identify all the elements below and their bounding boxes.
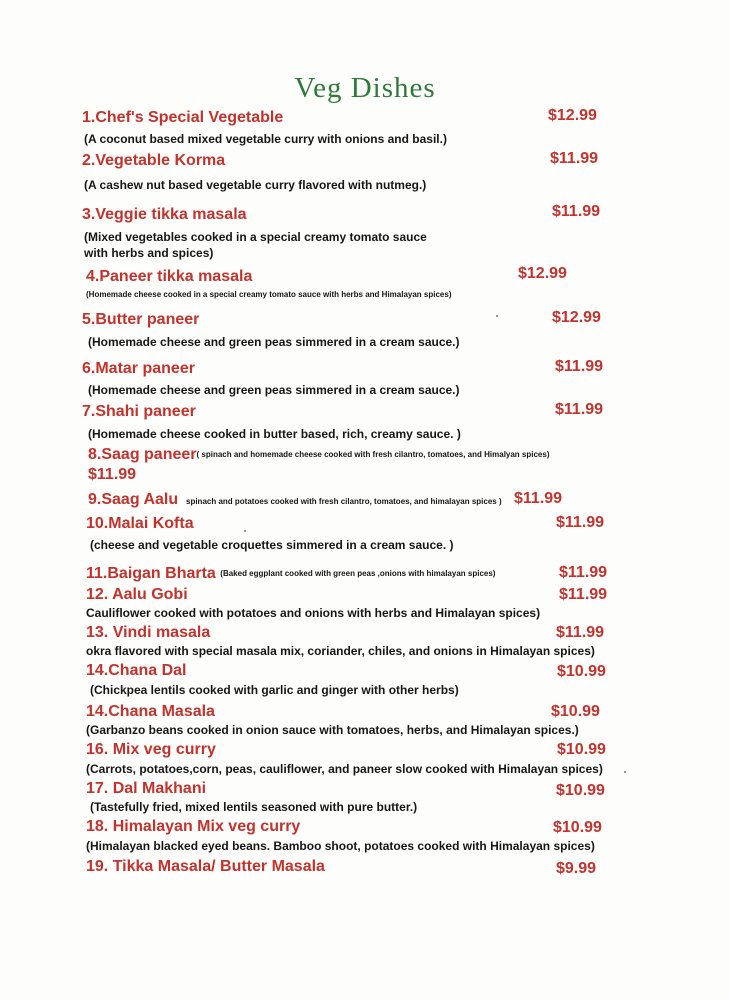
item-name: 19. Tikka Masala/ Butter Masala <box>86 858 325 875</box>
item-name: 4.Paneer tikka masala <box>86 268 253 285</box>
item-description: (Homemade cheese cooked in a special creamy tomato sauce with herbs and Himalayan spices) <box>86 290 452 299</box>
item-price: $10.99 <box>557 741 606 758</box>
item-name: 7.Shahi paneer <box>82 403 196 420</box>
speck-mark <box>624 771 626 773</box>
item-price: $11.99 <box>88 466 137 483</box>
item-name-text: 8.Saag paneer <box>88 446 197 463</box>
item-name: 14.Chana Masala <box>86 703 215 720</box>
item-description: (Homemade cheese and green peas simmered in a cream sauce.) <box>88 383 460 397</box>
item-description: (Homemade cheese and green peas simmered in a cream sauce.) <box>88 335 460 349</box>
item-name: 14.Chana Dal <box>86 662 187 679</box>
item-description: (A cashew nut based vegetable curry flavored with nutmeg.) <box>84 178 427 192</box>
item-price: $10.99 <box>553 819 602 836</box>
item-price: $11.99 <box>559 564 608 581</box>
item-description: (A coconut based mixed vegetable curry with onions and basil.) <box>84 132 447 146</box>
item-price: $12.99 <box>552 309 601 326</box>
item-price: $11.99 <box>552 203 601 220</box>
item-price: $11.99 <box>556 624 605 641</box>
item-name-text: 11.Baigan Bharta <box>86 565 216 582</box>
item-price: $11.99 <box>559 586 608 603</box>
item-description: (cheese and vegetable croquettes simmered in a cream sauce. ) <box>90 538 454 552</box>
item-description: (Himalayan blacked eyed beans. Bamboo shoot, potatoes cooked with Himalayan spices) <box>86 839 595 853</box>
item-name: 12. Aalu Gobi <box>86 586 188 603</box>
item-description: (Homemade cheese cooked in butter based, rich, creamy sauce. ) <box>88 427 461 441</box>
item-description: (Baked eggplant cooked with green peas ,onions with himalayan spices) <box>220 569 496 578</box>
item-description: okra flavored with special masala mix, coriander, chiles, and onions in Himalayan spices) <box>86 644 595 658</box>
item-price: $11.99 <box>555 358 604 375</box>
item-price: $10.99 <box>556 782 605 799</box>
item-description: (Garbanzo beans cooked in onion sauce with tomatoes, herbs, and Himalayan spices.) <box>86 723 579 737</box>
item-description: (Chickpea lentils cooked with garlic and ginger with other herbs) <box>90 683 459 697</box>
item-name: 3.Veggie tikka masala <box>82 206 247 223</box>
item-description: spinach and potatoes cooked with fresh cilantro, tomatoes, and himalayan spices ) <box>186 497 502 506</box>
item-name <box>86 565 495 583</box>
item-name <box>88 446 550 464</box>
speck-mark <box>244 530 246 532</box>
item-price: $10.99 <box>551 703 600 720</box>
item-name: 9.Saag Aalu <box>88 491 179 508</box>
item-price: $9.99 <box>556 860 597 877</box>
item-name: 13. Vindi masala <box>86 624 211 641</box>
item-price: $10.99 <box>557 663 606 680</box>
item-description: (Carrots, potatoes,corn, peas, cauliflower, and paneer slow cooked with Himalayan spices) <box>86 762 603 776</box>
item-price: $11.99 <box>556 514 605 531</box>
speck-mark <box>496 315 498 317</box>
item-name: 17. Dal Makhani <box>86 780 207 797</box>
item-description: Cauliflower cooked with potatoes and onions with herbs and Himalayan spices) <box>86 606 541 620</box>
item-name: 5.Butter paneer <box>82 311 200 328</box>
menu-title: Veg Dishes <box>294 72 436 104</box>
item-price: $11.99 <box>514 490 563 507</box>
item-name: 2.Vegetable Korma <box>82 152 226 169</box>
item-price: $11.99 <box>555 401 604 418</box>
item-description: (Mixed vegetables cooked in a special creamy tomato sauce with herbs and spices) <box>84 230 427 260</box>
item-name: 16. Mix veg curry <box>86 741 216 758</box>
item-name: 18. Himalayan Mix veg curry <box>86 818 301 835</box>
item-description: ( spinach and homemade cheese cooked with fresh cilantro, tomatoes, and Himalyan spices) <box>196 450 550 459</box>
item-name: 6.Matar paneer <box>82 360 195 377</box>
item-price: $12.99 <box>518 265 567 282</box>
item-description: (Tastefully fried, mixed lentils seasoned with pure butter.) <box>90 800 418 814</box>
item-price: $12.99 <box>548 107 597 124</box>
item-price: $11.99 <box>550 150 599 167</box>
item-name: 1.Chef's Special Vegetable <box>82 109 284 126</box>
item-name: 10.Malai Kofta <box>86 515 194 532</box>
